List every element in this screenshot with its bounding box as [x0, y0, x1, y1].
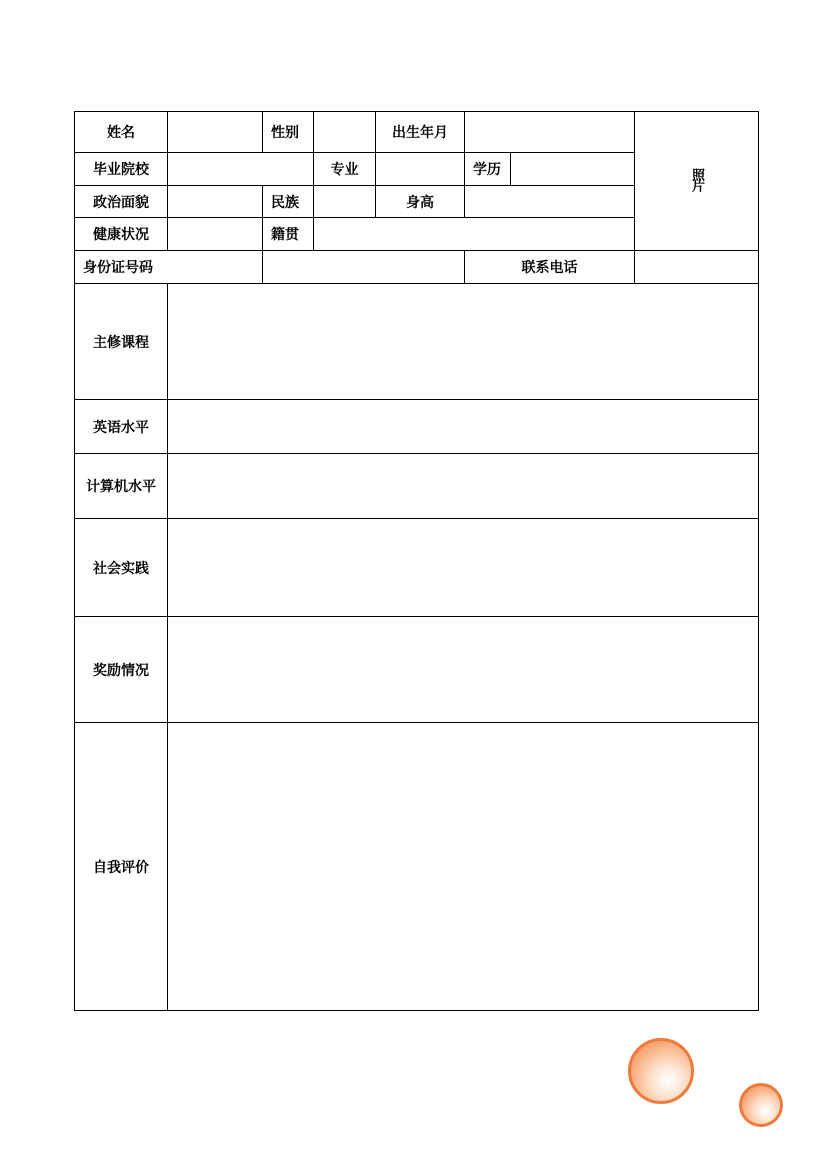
label-practice: 社会实践 — [75, 519, 168, 617]
decor-small-circle — [739, 1083, 783, 1127]
photo-label: 照片 — [689, 168, 704, 190]
input-major[interactable] — [376, 153, 465, 186]
label-courses: 主修课程 — [75, 284, 168, 400]
label-height: 身高 — [376, 186, 465, 218]
label-name: 姓名 — [75, 112, 168, 153]
input-computer[interactable] — [168, 454, 759, 519]
label-computer: 计算机水平 — [75, 454, 168, 519]
input-phone[interactable] — [635, 251, 759, 284]
input-education[interactable] — [511, 153, 635, 186]
input-gender[interactable] — [314, 112, 376, 153]
label-school: 毕业院校 — [75, 153, 168, 186]
decor-big-circle — [628, 1038, 694, 1104]
input-native-place[interactable] — [314, 218, 635, 251]
input-political-status[interactable] — [168, 186, 263, 218]
label-birth-date: 出生年月 — [376, 112, 465, 153]
label-major: 专业 — [314, 153, 376, 186]
label-phone: 联系电话 — [465, 251, 635, 284]
label-awards: 奖励情况 — [75, 617, 168, 723]
input-self-evaluation[interactable] — [168, 723, 759, 1011]
label-gender: 性别 — [263, 112, 314, 153]
label-native-place: 籍贯 — [263, 218, 314, 251]
input-height[interactable] — [465, 186, 635, 218]
input-name[interactable] — [168, 112, 263, 153]
input-practice[interactable] — [168, 519, 759, 617]
input-english[interactable] — [168, 400, 759, 454]
input-courses[interactable] — [168, 284, 759, 400]
input-ethnicity[interactable] — [314, 186, 376, 218]
input-school[interactable] — [168, 153, 314, 186]
label-id-number: 身份证号码 — [75, 251, 263, 284]
photo-box[interactable] — [635, 112, 759, 251]
label-english: 英语水平 — [75, 400, 168, 454]
label-education: 学历 — [465, 153, 511, 186]
label-political-status: 政治面貌 — [75, 186, 168, 218]
resume-form-table — [74, 111, 759, 1011]
label-ethnicity: 民族 — [263, 186, 314, 218]
label-self-evaluation: 自我评价 — [75, 723, 168, 1011]
input-birth-date[interactable] — [465, 112, 635, 153]
input-id-number[interactable] — [263, 251, 465, 284]
input-health[interactable] — [168, 218, 263, 251]
label-health: 健康状况 — [75, 218, 168, 251]
input-awards[interactable] — [168, 617, 759, 723]
